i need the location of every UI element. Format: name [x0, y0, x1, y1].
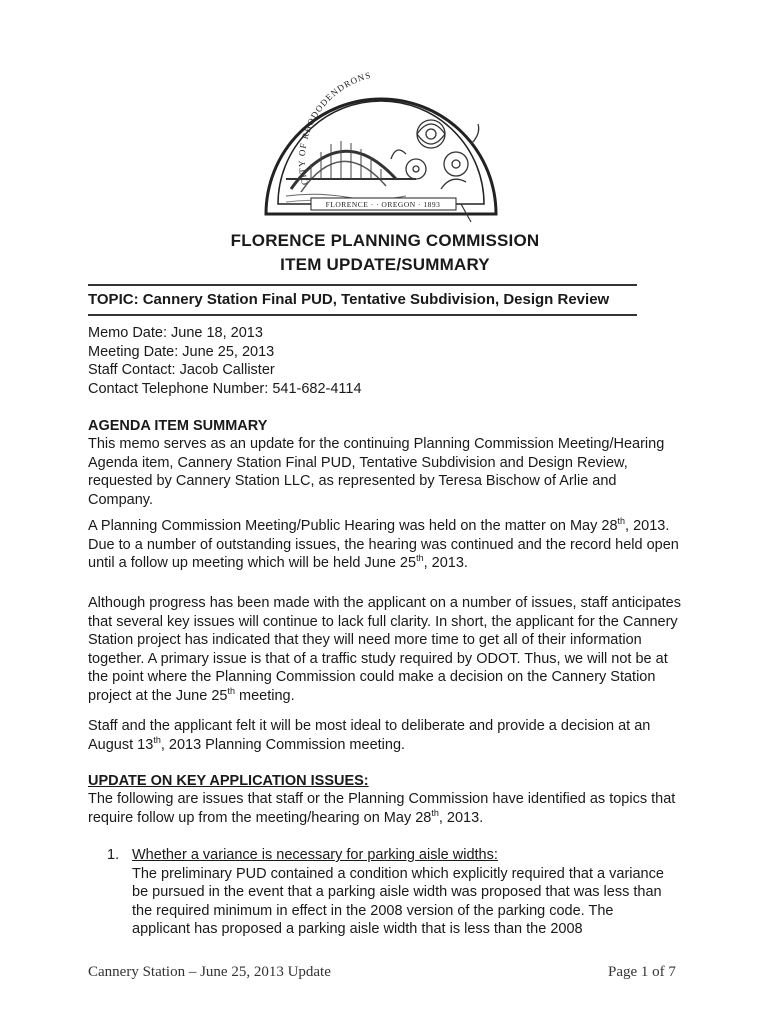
memo-date: Memo Date: June 18, 2013: [88, 325, 263, 341]
page-title-line1: FLORENCE PLANNING COMMISSION: [230, 231, 540, 250]
agenda-paragraph-1: This memo serves as an update for the continuing Planning Commission Meeting/Hearing Agenda item, Cannery Station Final PUD, Tentative Subdivision and Design Review, requested by Cannery Station LLC, as represented by Teresa Bischow of Arlie and Company.: [88, 436, 665, 508]
agenda-paragraph-3: Although progress has been made with the applicant on a number of issues, staff anticipates that several key issues will continue to lack full clarity. In short, the applicant for the Cannery Station project has indicated that they will need more time to get all of their information together. A primary issue is that of a traffic study required by ODOT. Thus, we will not be at the point where the Planning Commission could make a decision on the Cannery Station project at the June 25th meeting.: [88, 595, 681, 704]
list-item-body: [132, 846, 672, 939]
update-intro: The following are issues that staff or the Planning Commission have identified as topics that require follow up from the meeting/hearing on May 28th, 2013.: [88, 791, 676, 826]
update-heading: UPDATE ON KEY APPLICATION ISSUES:: [88, 773, 369, 789]
top-divider: [88, 284, 637, 286]
list-item-title: Whether a variance is necessary for parking aisle widths:: [132, 847, 498, 863]
meeting-date: Meeting Date: June 25, 2013: [88, 343, 275, 360]
seal-top-text: CITY OF RHODODENDRONS: [296, 69, 373, 186]
footer-document-label: Cannery Station – June 25, 2013 Update: [88, 964, 331, 980]
footer-page-number: Page 1 of 7: [608, 964, 676, 980]
list-item-text: The preliminary PUD contained a condition which explicitly required that a variance be pursued in the event that a parking aisle width was proposed that was less than the required minimum in effect in the 2008 version of the parking code. The applicant has proposed a parking aisle width that is less than the 2008: [132, 865, 664, 937]
staff-contact: Staff Contact: Jacob Callister: [88, 362, 275, 378]
memo-meta: [88, 324, 708, 398]
seal-bottom-text: FLORENCE · · OREGON · 1893: [325, 200, 441, 209]
contact-phone: Contact Telephone Number: 541-682-4114: [88, 380, 362, 397]
topic-divider: [88, 314, 637, 316]
agenda-paragraph-2: A Planning Commission Meeting/Public Hearing was held on the matter on May 28th, 2013. Due to a number of outstanding issues, the hearing was continued and the record held open until a follow up meeting which will be held June 25th, 2013.: [88, 516, 679, 571]
agenda-paragraph-4: Staff and the applicant felt it will be most ideal to deliberate and provide a decision at an August 13th, 2013 Planning Commission meeting.: [88, 718, 651, 753]
agenda-summary-heading: AGENDA ITEM SUMMARY: [88, 418, 268, 434]
city-seal-icon: [256, 64, 506, 224]
page-title-line2: ITEM UPDATE/SUMMARY: [280, 255, 490, 274]
list-item-number: 1.: [107, 847, 120, 863]
topic-line: TOPIC: Cannery Station Final PUD, Tentative Subdivision, Design Review: [88, 291, 610, 308]
